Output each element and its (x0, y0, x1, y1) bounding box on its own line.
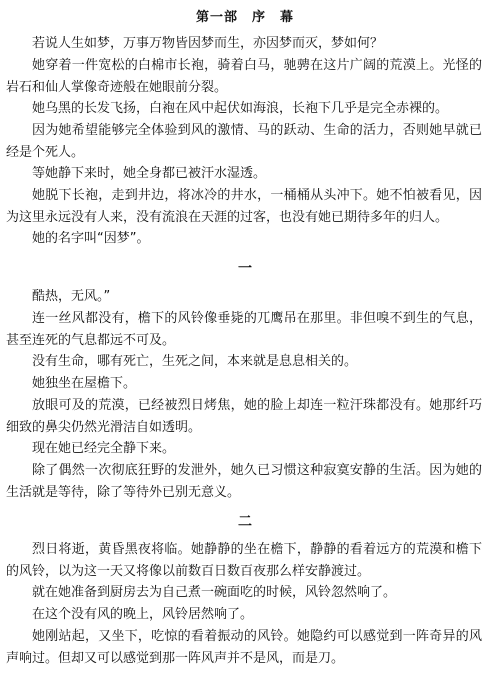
paragraph: 就在她准备到厨房去为自己煮一碗面吃的时候，风铃忽然响了。 (32, 585, 397, 600)
paragraph: 她独坐在屋檐下。 (32, 376, 137, 391)
paragraph: 连一丝风都没有，檐下的风铃像垂毙的兀鹰吊在那里。非但嗅不到生的气息，甚至连死的气息都远不可及。 (6, 311, 482, 348)
paragraph: 她乌黑的长发飞扬，白袍在风中起伏如海浪，长袍下几乎是完全赤裸的。 (32, 101, 449, 116)
paragraph: 除了偶然一次彻底狂野的发泄外，她久已习惯这种寂寞安静的生活。因为她的生活就是等待，除了等待外已别无意义。 (6, 463, 482, 500)
paragraph: 若说人生如梦，万事万物皆因梦而生，亦因梦而灭，梦如何？ (32, 36, 384, 51)
section-heading: 二 (238, 514, 252, 530)
paragraph: 酷热，无风。” (32, 289, 111, 304)
paragraph: 等她静下来时，她全身都已被汗水湿透。 (32, 166, 267, 181)
paragraph: 她脱下长袍，走到井边，将冰冷的井水，一桶桶从头冲下。她不怕被看见，因为这里永远没有人来，没有流浪在天涯的过客，也没有她已期待多年的归人。 (6, 188, 482, 225)
paragraph: 放眼可及的荒漠，已经被烈日烤焦，她的脸上却连一粒汗珠都没有。她那纤巧细致的鼻尖仍然光滑洁自如透明。 (6, 398, 482, 435)
paragraph: 因为她希望能够完全体验到风的激情、马的跃动、生命的活力，否则她早就已经是个死人。 (6, 123, 482, 160)
paragraph: 现在她已经完全静下来。 (32, 441, 176, 456)
paragraph: 在这个没有风的晚上，风铃居然响了。 (32, 607, 254, 622)
paragraph: 烈日将逝，黄昏黑夜将临。她静静的坐在檐下，静静的看着远方的荒漠和檐下的风铃，以为这一天又将像以前数百日数百夜那么样安静渡过。 (6, 542, 482, 579)
paragraph: 她刚站起，又坐下，吃惊的看着振动的风铃。她隐约可以感觉到一阵奇异的风声响过。但却又可以感觉到那一阵风声并不是风，而是刀。 (6, 629, 482, 666)
paragraph: 没有生命，哪有死亡，生死之间，本来就是息息相关的。 (32, 354, 358, 369)
paragraph: 她穿着一件宽松的白棉市长袍，骑着白马，驰骋在这片广阔的荒漠上。光怪的岩石和仙人掌像奇迹般在她眼前分裂。 (6, 58, 482, 95)
section-heading: 一 (238, 261, 252, 277)
paragraph: 她的名字叫“因梦”。 (32, 231, 150, 246)
page-title: 第一部 序 幕 (195, 10, 294, 25)
